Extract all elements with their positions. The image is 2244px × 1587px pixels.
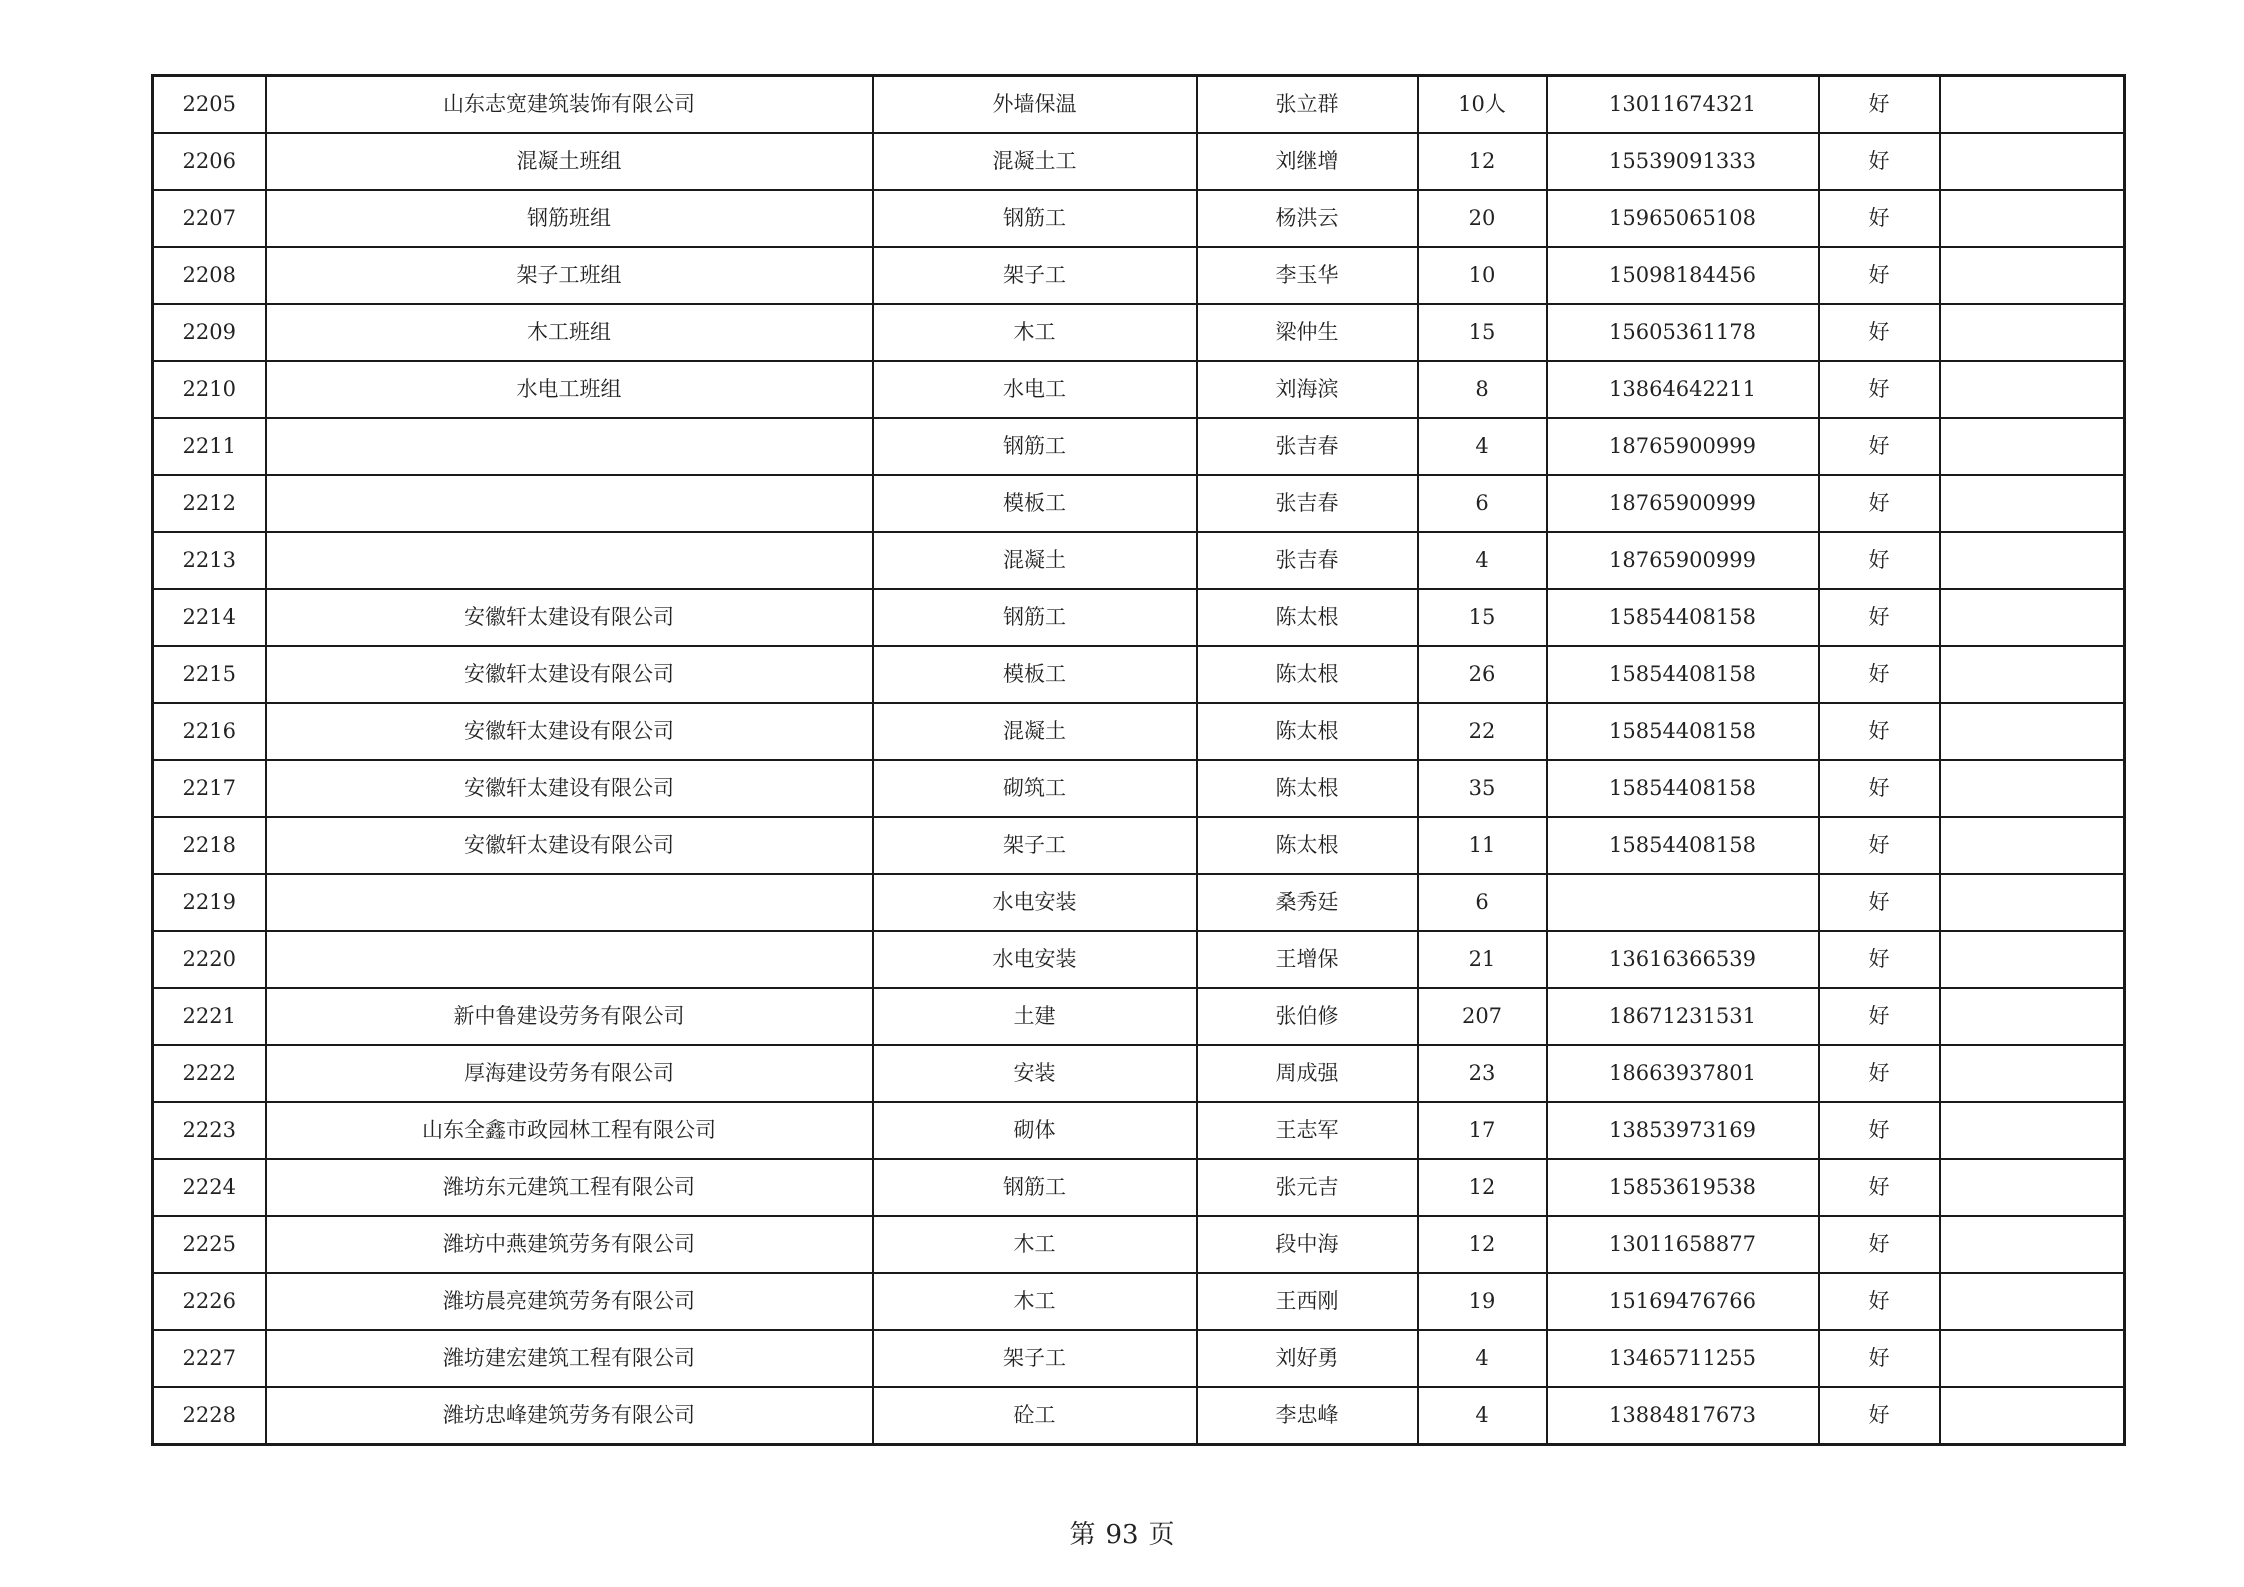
cell-rating: 好 — [1819, 931, 1940, 988]
cell-unit: 水电工班组 — [266, 361, 873, 418]
cell-phone: 13011674321 — [1547, 76, 1819, 134]
cell-serial: 2208 — [153, 247, 266, 304]
cell-serial: 2213 — [153, 532, 266, 589]
cell-phone: 15854408158 — [1547, 817, 1819, 874]
cell-remark — [1940, 1330, 2125, 1387]
cell-headcount: 4 — [1418, 532, 1547, 589]
cell-phone: 18765900999 — [1547, 475, 1819, 532]
cell-trade: 混凝土 — [873, 703, 1197, 760]
cell-remark — [1940, 418, 2125, 475]
cell-trade: 木工 — [873, 304, 1197, 361]
cell-phone: 18671231531 — [1547, 988, 1819, 1045]
cell-contact: 陈太根 — [1197, 646, 1418, 703]
cell-serial: 2207 — [153, 190, 266, 247]
cell-phone — [1547, 874, 1819, 931]
cell-unit: 山东全鑫市政园林工程有限公司 — [266, 1102, 873, 1159]
cell-rating: 好 — [1819, 133, 1940, 190]
cell-trade: 钢筋工 — [873, 589, 1197, 646]
cell-contact: 桑秀廷 — [1197, 874, 1418, 931]
cell-remark — [1940, 646, 2125, 703]
cell-rating: 好 — [1819, 874, 1940, 931]
cell-trade: 钢筋工 — [873, 418, 1197, 475]
cell-serial: 2221 — [153, 988, 266, 1045]
cell-headcount: 20 — [1418, 190, 1547, 247]
cell-unit: 安徽轩太建设有限公司 — [266, 646, 873, 703]
cell-remark — [1940, 760, 2125, 817]
cell-rating: 好 — [1819, 418, 1940, 475]
cell-remark — [1940, 817, 2125, 874]
cell-trade: 架子工 — [873, 1330, 1197, 1387]
cell-headcount: 17 — [1418, 1102, 1547, 1159]
cell-rating: 好 — [1819, 532, 1940, 589]
cell-remark — [1940, 1273, 2125, 1330]
cell-rating: 好 — [1819, 1216, 1940, 1273]
cell-headcount: 11 — [1418, 817, 1547, 874]
cell-headcount: 4 — [1418, 418, 1547, 475]
cell-contact: 刘继增 — [1197, 133, 1418, 190]
footer-prefix: 第 — [1069, 1520, 1096, 1550]
cell-rating: 好 — [1819, 76, 1940, 134]
cell-phone: 15965065108 — [1547, 190, 1819, 247]
cell-rating: 好 — [1819, 361, 1940, 418]
cell-contact: 张伯修 — [1197, 988, 1418, 1045]
table-row — [153, 817, 2125, 874]
cell-headcount: 8 — [1418, 361, 1547, 418]
table-row — [153, 76, 2125, 134]
cell-contact: 段中海 — [1197, 1216, 1418, 1273]
cell-trade: 安装 — [873, 1045, 1197, 1102]
cell-headcount: 21 — [1418, 931, 1547, 988]
cell-phone: 18663937801 — [1547, 1045, 1819, 1102]
cell-remark — [1940, 190, 2125, 247]
cell-remark — [1940, 988, 2125, 1045]
cell-serial: 2219 — [153, 874, 266, 931]
table-row — [153, 589, 2125, 646]
cell-remark — [1940, 931, 2125, 988]
table-row — [153, 247, 2125, 304]
table-row — [153, 988, 2125, 1045]
table-row — [153, 646, 2125, 703]
footer-suffix: 页 — [1148, 1520, 1175, 1550]
cell-headcount: 12 — [1418, 1159, 1547, 1216]
cell-phone: 18765900999 — [1547, 418, 1819, 475]
cell-contact: 陈太根 — [1197, 589, 1418, 646]
table-row — [153, 304, 2125, 361]
cell-trade: 水电安装 — [873, 874, 1197, 931]
cell-phone: 13616366539 — [1547, 931, 1819, 988]
table-row — [153, 1273, 2125, 1330]
roster-table — [151, 74, 2126, 1446]
cell-trade: 水电工 — [873, 361, 1197, 418]
cell-unit: 潍坊忠峰建筑劳务有限公司 — [266, 1387, 873, 1445]
cell-contact: 王志军 — [1197, 1102, 1418, 1159]
cell-headcount: 10人 — [1418, 76, 1547, 134]
cell-headcount: 19 — [1418, 1273, 1547, 1330]
cell-contact: 张立群 — [1197, 76, 1418, 134]
cell-remark — [1940, 874, 2125, 931]
cell-trade: 砼工 — [873, 1387, 1197, 1445]
cell-unit: 潍坊晨亮建筑劳务有限公司 — [266, 1273, 873, 1330]
cell-headcount: 22 — [1418, 703, 1547, 760]
cell-unit: 架子工班组 — [266, 247, 873, 304]
cell-remark — [1940, 1102, 2125, 1159]
cell-rating: 好 — [1819, 475, 1940, 532]
cell-phone: 18765900999 — [1547, 532, 1819, 589]
cell-unit: 安徽轩太建设有限公司 — [266, 703, 873, 760]
cell-trade: 钢筋工 — [873, 190, 1197, 247]
cell-trade: 钢筋工 — [873, 1159, 1197, 1216]
cell-trade: 模板工 — [873, 646, 1197, 703]
cell-trade: 混凝土 — [873, 532, 1197, 589]
cell-serial: 2206 — [153, 133, 266, 190]
table-row — [153, 1216, 2125, 1273]
cell-contact: 张元吉 — [1197, 1159, 1418, 1216]
cell-contact: 刘好勇 — [1197, 1330, 1418, 1387]
cell-phone: 13465711255 — [1547, 1330, 1819, 1387]
table-row — [153, 475, 2125, 532]
cell-unit — [266, 475, 873, 532]
table-row — [153, 1102, 2125, 1159]
cell-phone: 13884817673 — [1547, 1387, 1819, 1445]
cell-contact: 杨洪云 — [1197, 190, 1418, 247]
cell-contact: 梁仲生 — [1197, 304, 1418, 361]
cell-unit: 木工班组 — [266, 304, 873, 361]
cell-phone: 15098184456 — [1547, 247, 1819, 304]
table-row — [153, 133, 2125, 190]
cell-contact: 李玉华 — [1197, 247, 1418, 304]
table-row — [153, 874, 2125, 931]
cell-serial: 2225 — [153, 1216, 266, 1273]
cell-contact: 李忠峰 — [1197, 1387, 1418, 1445]
cell-trade: 混凝土工 — [873, 133, 1197, 190]
cell-rating: 好 — [1819, 1330, 1940, 1387]
cell-contact: 周成强 — [1197, 1045, 1418, 1102]
cell-remark — [1940, 475, 2125, 532]
cell-headcount: 26 — [1418, 646, 1547, 703]
cell-headcount: 6 — [1418, 874, 1547, 931]
table-row — [153, 1045, 2125, 1102]
cell-headcount: 10 — [1418, 247, 1547, 304]
cell-trade: 木工 — [873, 1216, 1197, 1273]
cell-phone: 15854408158 — [1547, 760, 1819, 817]
cell-headcount: 207 — [1418, 988, 1547, 1045]
cell-phone: 13864642211 — [1547, 361, 1819, 418]
cell-serial: 2216 — [153, 703, 266, 760]
cell-phone: 15853619538 — [1547, 1159, 1819, 1216]
cell-trade: 水电安装 — [873, 931, 1197, 988]
cell-remark — [1940, 247, 2125, 304]
table-row — [153, 931, 2125, 988]
cell-remark — [1940, 589, 2125, 646]
cell-rating: 好 — [1819, 589, 1940, 646]
cell-unit — [266, 931, 873, 988]
cell-contact: 陈太根 — [1197, 760, 1418, 817]
table-row — [153, 1159, 2125, 1216]
cell-contact: 王西刚 — [1197, 1273, 1418, 1330]
cell-unit: 山东志宽建筑装饰有限公司 — [266, 76, 873, 134]
cell-unit — [266, 532, 873, 589]
cell-remark — [1940, 1159, 2125, 1216]
page-footer — [0, 1514, 2244, 1551]
cell-headcount: 15 — [1418, 304, 1547, 361]
cell-rating: 好 — [1819, 646, 1940, 703]
table-row — [153, 361, 2125, 418]
cell-headcount: 23 — [1418, 1045, 1547, 1102]
cell-unit: 安徽轩太建设有限公司 — [266, 760, 873, 817]
table-row — [153, 760, 2125, 817]
cell-phone: 15854408158 — [1547, 703, 1819, 760]
table-row — [153, 1387, 2125, 1445]
cell-trade: 土建 — [873, 988, 1197, 1045]
cell-trade: 木工 — [873, 1273, 1197, 1330]
cell-trade: 外墙保温 — [873, 76, 1197, 134]
cell-rating: 好 — [1819, 304, 1940, 361]
cell-phone: 15854408158 — [1547, 589, 1819, 646]
cell-contact: 王增保 — [1197, 931, 1418, 988]
cell-unit: 新中鲁建设劳务有限公司 — [266, 988, 873, 1045]
cell-unit: 厚海建设劳务有限公司 — [266, 1045, 873, 1102]
cell-headcount: 35 — [1418, 760, 1547, 817]
cell-rating: 好 — [1819, 817, 1940, 874]
cell-serial: 2212 — [153, 475, 266, 532]
cell-rating: 好 — [1819, 1159, 1940, 1216]
cell-serial: 2226 — [153, 1273, 266, 1330]
cell-contact: 张吉春 — [1197, 418, 1418, 475]
cell-serial: 2205 — [153, 76, 266, 134]
page-number: 93 — [1105, 1520, 1139, 1550]
cell-trade: 架子工 — [873, 247, 1197, 304]
cell-phone: 13011658877 — [1547, 1216, 1819, 1273]
cell-rating: 好 — [1819, 988, 1940, 1045]
cell-phone: 15605361178 — [1547, 304, 1819, 361]
cell-headcount: 12 — [1418, 133, 1547, 190]
cell-rating: 好 — [1819, 247, 1940, 304]
cell-serial: 2222 — [153, 1045, 266, 1102]
cell-unit — [266, 874, 873, 931]
cell-remark — [1940, 1387, 2125, 1445]
cell-contact: 张吉春 — [1197, 475, 1418, 532]
cell-serial: 2227 — [153, 1330, 266, 1387]
cell-remark — [1940, 304, 2125, 361]
cell-remark — [1940, 361, 2125, 418]
cell-unit: 安徽轩太建设有限公司 — [266, 817, 873, 874]
cell-headcount: 12 — [1418, 1216, 1547, 1273]
cell-headcount: 15 — [1418, 589, 1547, 646]
cell-rating: 好 — [1819, 1273, 1940, 1330]
cell-unit: 钢筋班组 — [266, 190, 873, 247]
cell-remark — [1940, 1045, 2125, 1102]
cell-headcount: 4 — [1418, 1330, 1547, 1387]
cell-unit — [266, 418, 873, 475]
cell-contact: 陈太根 — [1197, 817, 1418, 874]
cell-trade: 砌筑工 — [873, 760, 1197, 817]
roster-body — [153, 76, 2125, 1445]
cell-serial: 2228 — [153, 1387, 266, 1445]
cell-serial: 2210 — [153, 361, 266, 418]
cell-trade: 砌体 — [873, 1102, 1197, 1159]
cell-headcount: 4 — [1418, 1387, 1547, 1445]
cell-contact: 刘海滨 — [1197, 361, 1418, 418]
table-row — [153, 703, 2125, 760]
cell-serial: 2215 — [153, 646, 266, 703]
cell-unit: 潍坊中燕建筑劳务有限公司 — [266, 1216, 873, 1273]
cell-headcount: 6 — [1418, 475, 1547, 532]
cell-unit: 潍坊东元建筑工程有限公司 — [266, 1159, 873, 1216]
cell-rating: 好 — [1819, 1102, 1940, 1159]
cell-rating: 好 — [1819, 1045, 1940, 1102]
cell-unit: 安徽轩太建设有限公司 — [266, 589, 873, 646]
cell-rating: 好 — [1819, 703, 1940, 760]
cell-serial: 2224 — [153, 1159, 266, 1216]
cell-phone: 13853973169 — [1547, 1102, 1819, 1159]
cell-remark — [1940, 1216, 2125, 1273]
cell-rating: 好 — [1819, 1387, 1940, 1445]
cell-unit: 潍坊建宏建筑工程有限公司 — [266, 1330, 873, 1387]
cell-serial: 2223 — [153, 1102, 266, 1159]
cell-serial: 2220 — [153, 931, 266, 988]
cell-serial: 2217 — [153, 760, 266, 817]
cell-contact: 张吉春 — [1197, 532, 1418, 589]
cell-serial: 2211 — [153, 418, 266, 475]
cell-remark — [1940, 76, 2125, 134]
cell-serial: 2209 — [153, 304, 266, 361]
cell-phone: 15539091333 — [1547, 133, 1819, 190]
cell-trade: 模板工 — [873, 475, 1197, 532]
cell-remark — [1940, 133, 2125, 190]
cell-contact: 陈太根 — [1197, 703, 1418, 760]
cell-phone: 15854408158 — [1547, 646, 1819, 703]
cell-serial: 2214 — [153, 589, 266, 646]
cell-phone: 15169476766 — [1547, 1273, 1819, 1330]
table-row — [153, 532, 2125, 589]
cell-serial: 2218 — [153, 817, 266, 874]
table-row — [153, 1330, 2125, 1387]
cell-rating: 好 — [1819, 190, 1940, 247]
cell-remark — [1940, 703, 2125, 760]
cell-trade: 架子工 — [873, 817, 1197, 874]
cell-rating: 好 — [1819, 760, 1940, 817]
cell-remark — [1940, 532, 2125, 589]
table-row — [153, 418, 2125, 475]
table-row — [153, 190, 2125, 247]
cell-unit: 混凝土班组 — [266, 133, 873, 190]
